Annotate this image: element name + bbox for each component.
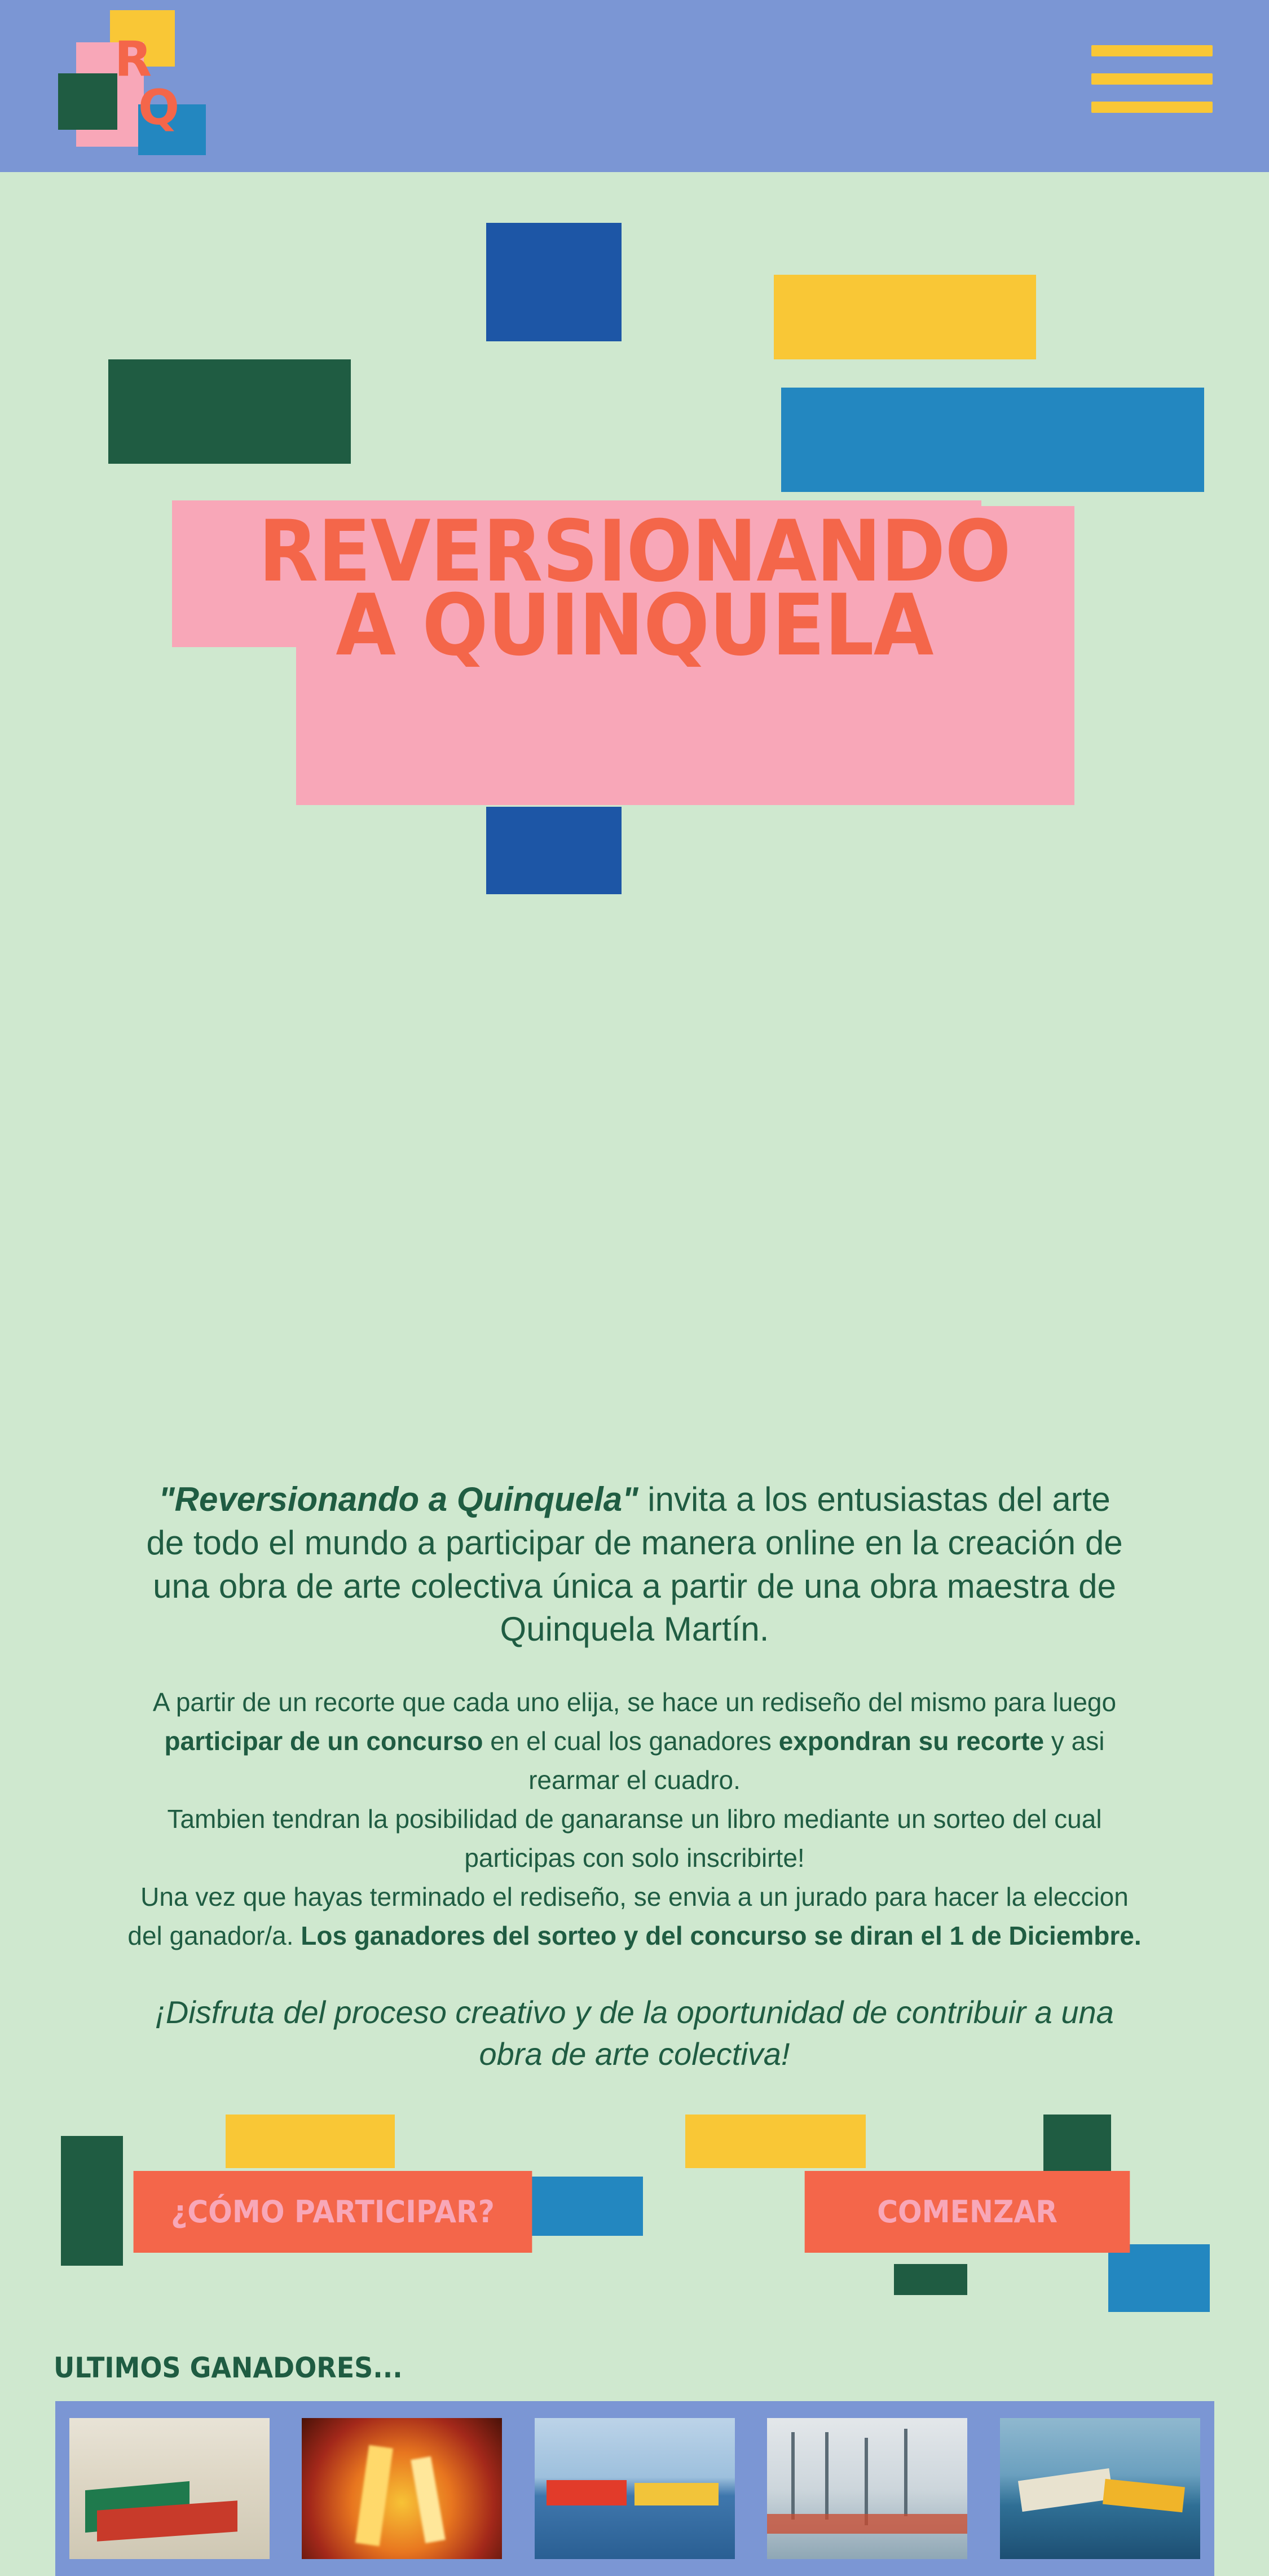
body-paragraph-2: Tambien tendran la posibilidad de ganaranse un libro mediante un sorteo del cual participas con solo inscribirte! (167, 1804, 1102, 1873)
body-3b: Los ganadores del sorteo y del concurso se diran el 1 de Diciembre. (301, 1921, 1142, 1951)
decor-square-yellow-cta-left (226, 2115, 395, 2168)
page-title (51, 503, 1218, 675)
winners-gallery (55, 2401, 1214, 2576)
body-1a: A partir de un recorte que cada uno elija, se hace un rediseño del mismo para luego (152, 1687, 1117, 1717)
decor-square-blue-right (781, 388, 1204, 492)
winner-thumbnail[interactable] (767, 2418, 967, 2559)
lead-rest: invita a los entusiastas del arte de todo el mundo a participar de manera online en la creación de una obra de arte colectiva única a partir de una obra maestra de Quinquela Martín. (146, 1480, 1123, 1649)
decor-square-yellow-top (774, 275, 1036, 359)
intro-copy (0, 719, 1269, 2075)
hamburger-bar-3 (1091, 102, 1213, 113)
body-3a: Una vez que hayas terminado el rediseño, se envia a un jurado para hacer la eleccion del ganador/a. (127, 1882, 1129, 1951)
logo[interactable] (31, 0, 211, 172)
hamburger-bar-1 (1091, 45, 1213, 56)
how-to-participate-button[interactable]: ¿CÓMO PARTICIPAR? (134, 2171, 532, 2253)
page-title-line-1: REVERSIONANDO (258, 503, 1011, 601)
winner-thumbnail[interactable] (302, 2418, 502, 2559)
cta-section (0, 2115, 1269, 2318)
decor-square-yellow-cta-right (685, 2115, 866, 2168)
winners-heading: ULTIMOS GANADORES... (54, 2351, 403, 2384)
winner-image-4 (767, 2418, 967, 2559)
body-1e: y asi rearmar el cuadro. (528, 1726, 1105, 1795)
winner-thumbnail[interactable] (535, 2418, 735, 2559)
body-1d: expondran su recorte (778, 1726, 1045, 1756)
winner-image-1 (69, 2418, 270, 2559)
winner-thumbnail[interactable] (69, 2418, 270, 2559)
logo-letter-r: R (114, 31, 151, 87)
lead-paragraph (138, 719, 1131, 1651)
hamburger-menu-icon[interactable] (1091, 45, 1213, 118)
body-paragraph-3 (127, 1878, 1142, 1955)
page-title-line-2: A QUINQUELA (336, 576, 933, 675)
logo-square-green (58, 73, 117, 130)
body-paragraph-1 (127, 1651, 1142, 1800)
winner-image-5 (1000, 2418, 1200, 2559)
lead-quote: "Reversionando a Quinquela" (158, 1480, 638, 1518)
winner-thumbnail[interactable] (1000, 2418, 1200, 2559)
logo-letter-q: Q (138, 80, 179, 136)
start-button[interactable]: COMENZAR (805, 2171, 1130, 2253)
winner-image-3 (535, 2418, 735, 2559)
decor-square-green-cta-right-bottom (894, 2264, 967, 2295)
decor-square-blue-cta-right (1108, 2244, 1210, 2312)
cta-group-left (56, 2115, 598, 2301)
cta-group-right (671, 2115, 1213, 2301)
body-1c: en el cual los ganadores (483, 1726, 779, 1756)
site-header (0, 0, 1269, 172)
decor-square-green-cta-left (61, 2136, 123, 2266)
body-1b: participar de un concurso (164, 1726, 483, 1756)
decor-square-blue-top (486, 223, 622, 341)
hamburger-bar-2 (1091, 73, 1213, 85)
winner-image-2 (302, 2418, 502, 2559)
closing-paragraph: ¡Disfruta del proceso creativo y de la oportunidad de contribuir a una obra de arte colectiva! (155, 1994, 1114, 2072)
hero-section (0, 172, 1269, 719)
decor-square-green-left (108, 359, 351, 464)
